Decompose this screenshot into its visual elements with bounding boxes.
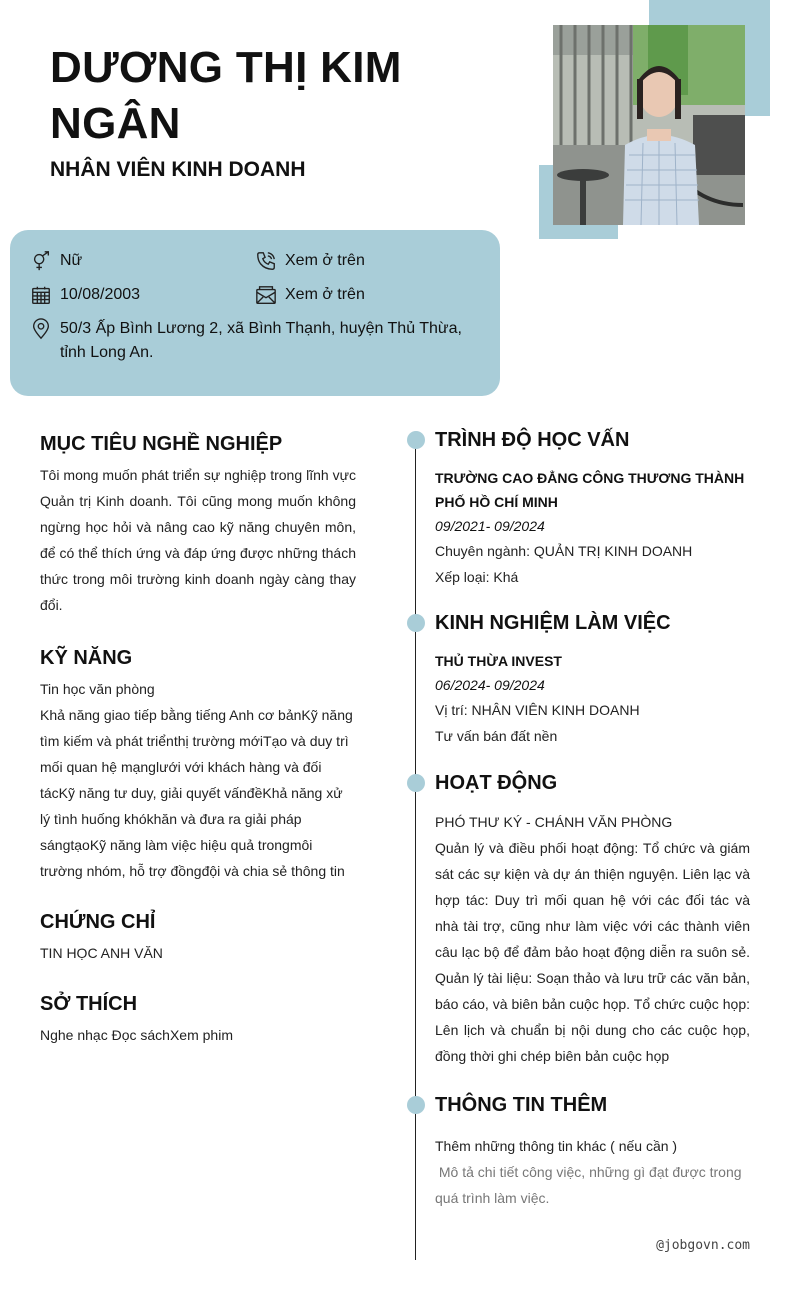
additional-info-title: THÔNG TIN THÊM: [435, 1094, 608, 1116]
birthdate-value: 10/08/2003: [60, 286, 141, 303]
career-objective-title: MỤC TIÊU NGHỀ NGHIỆP: [40, 433, 283, 455]
contact-email: [255, 283, 365, 307]
hobbies-text: Nghe nhạc Đọc sáchXem phim: [40, 1027, 233, 1043]
address-value: 50/3 Ấp Bình Lương 2, xã Bình Thạnh, huyện Thủ Thừa, tỉnh Long An.: [60, 320, 462, 361]
experience-position: Vị trí: NHÂN VIÊN KINH DOANH: [435, 702, 640, 718]
education-title: TRÌNH ĐỘ HỌC VẤN: [435, 429, 630, 451]
additional-info-section: [435, 1091, 750, 1211]
skills-text: Tin học văn phòng Khả năng giao tiếp bằng tiếng Anh cơ bảnKỹ năng tìm kiếm và phát triểnthị trường mớiTạo và duy trì mối quan hệ mạnglưới với khách hàng và đối tácKỹ năng tư duy, giải quyết vấnđềKhả năng xử lý tình huống khókhăn và đưa ra giải pháp sángtạoKỹ năng làm việc hiệu quả trongmôi trường nhóm, hỗ trợ đồngđội và chia sẻ thông tin: [40, 681, 353, 879]
education-section: [435, 426, 750, 590]
job-title: NHÂN VIÊN KINH DOANH: [50, 158, 306, 181]
activities-description: Quản lý và điều phối hoạt động: Tổ chức và giám sát các sự kiện và dự án thiện nguyện. Liên lạc và hợp tác: Duy trì mối quan hệ với các đối tác và nhà tài trợ, cũng như làm việc với các thành viên câu lạc bộ để đảm bảo hoạt động diễn ra suôn sẻ. Quản lý tài liệu: Soạn thảo và lưu trữ các văn bản, báo cáo, và biên bản cuộc họp. Tổ chức cuộc họp: Lên lịch và chuẩn bị nội dung cho các cuộc họp, đồng thời ghi chép biên bản cuộc họp: [435, 840, 750, 1064]
contact-phone: [255, 249, 365, 273]
experience-company: THỦ THỪA INVEST: [435, 653, 562, 669]
activities-role: PHÓ THƯ KÝ - CHÁNH VĂN PHÒNG: [435, 814, 673, 830]
calendar-icon: [30, 284, 52, 306]
footer-watermark-url[interactable]: @jobgovn.com: [656, 1238, 750, 1253]
contact-gender: [30, 249, 82, 273]
email-icon: [255, 284, 277, 306]
timeline-dot-experience: [407, 614, 425, 632]
contact-address: [30, 317, 480, 365]
experience-section: [435, 609, 750, 749]
certificates-text: TIN HỌC ANH VĂN: [40, 945, 163, 961]
timeline-dot-activities: [407, 774, 425, 792]
education-school: TRƯỜNG CAO ĐẲNG CÔNG THƯƠNG THÀNH PHỐ HỒ CHÍ MINH: [435, 470, 745, 510]
experience-period: 06/2024- 09/2024: [435, 677, 545, 693]
timeline-line: [415, 440, 416, 1260]
contact-birthdate: [30, 283, 140, 307]
education-major: Chuyên ngành: QUẢN TRỊ KINH DOANH: [435, 543, 693, 559]
education-grade: Xếp loại: Khá: [435, 569, 519, 585]
phone-value[interactable]: Xem ở trên: [285, 252, 365, 269]
contact-info-box: [10, 230, 500, 396]
career-objective-text: Tôi mong muốn phát triển sự nghiệp trong lĩnh vực Quản trị Kinh doanh. Tôi cũng mong muốn không ngừng học hỏi và nâng cao kỹ năng chuyên môn, để có thể thích ứng và đáp ứng được những thách thức trong môi trường kinh doanh ngày càng thay đổi.: [40, 467, 356, 613]
experience-description: Tư vấn bán đất nền: [435, 728, 558, 744]
experience-title: KINH NGHIỆM LÀM VIỆC: [435, 612, 671, 634]
additional-info-heading: Thêm những thông tin khác ( nếu cần ): [435, 1138, 678, 1154]
phone-icon: [255, 250, 277, 272]
profile-photo: [553, 25, 745, 225]
timeline-dot-additional: [407, 1096, 425, 1114]
left-column: [40, 430, 356, 1048]
email-value[interactable]: Xem ở trên: [285, 286, 365, 303]
activities-title: HOẠT ĐỘNG: [435, 772, 558, 794]
candidate-name: DƯƠNG THỊ KIM NGÂN: [50, 43, 402, 148]
additional-info-description: Mô tả chi tiết công việc, những gì đạt được trong quá trình làm việc.: [435, 1164, 746, 1206]
gender-value: Nữ: [60, 252, 83, 269]
hobbies-title: SỞ THÍCH: [40, 993, 138, 1015]
skills-title: KỸ NĂNG: [40, 647, 133, 669]
gender-icon: [30, 250, 52, 272]
location-pin-icon: [30, 318, 52, 340]
education-period: 09/2021- 09/2024: [435, 518, 545, 534]
timeline-dot-education: [407, 431, 425, 449]
certificates-title: CHỨNG CHỈ: [40, 911, 156, 933]
activities-section: [435, 769, 750, 1069]
